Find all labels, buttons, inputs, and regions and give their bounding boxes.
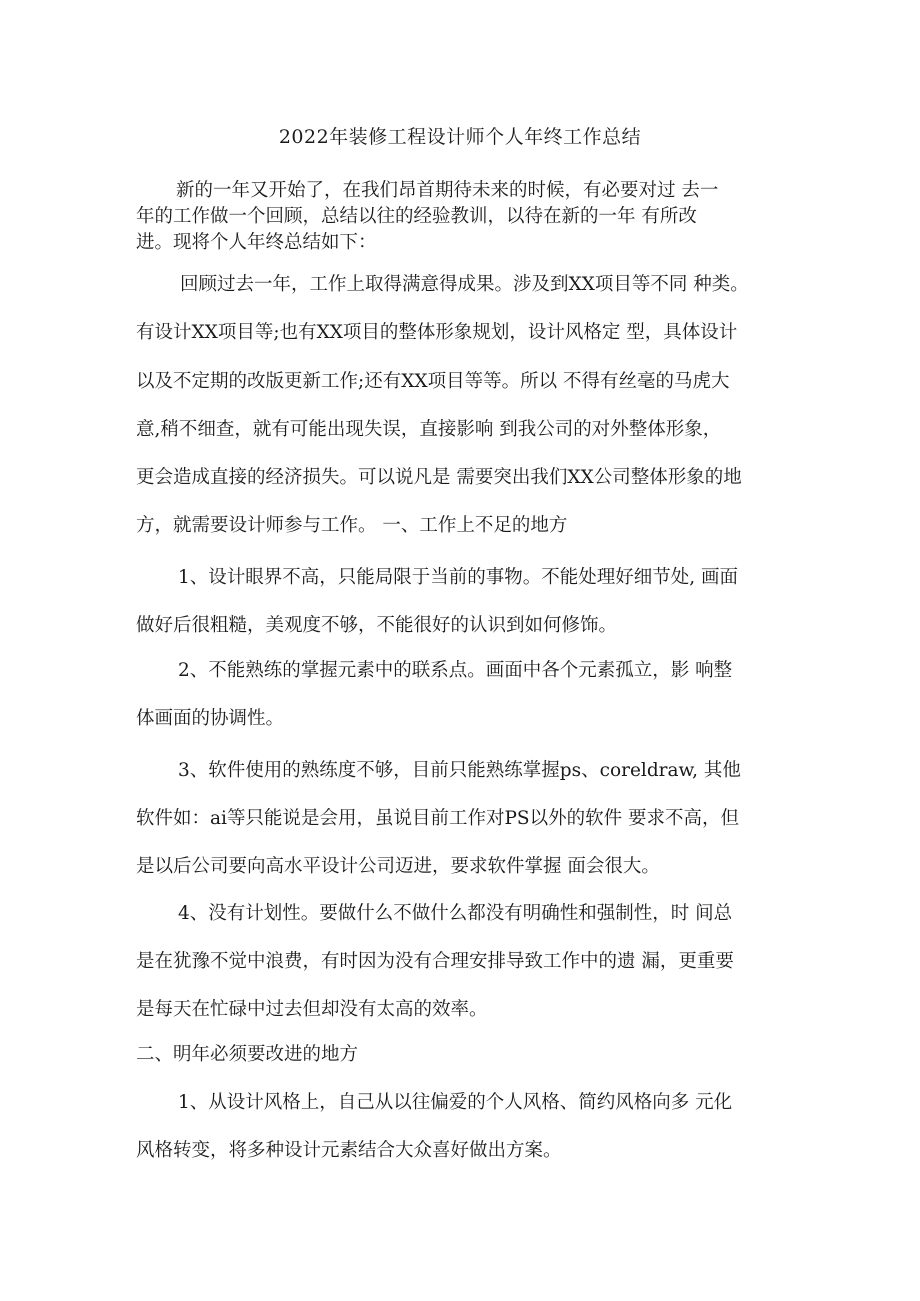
paragraph-line: 风格转变，将多种设计元素结合大众喜好做出方案。 — [136, 1140, 562, 1161]
paragraph-line: 3、软件使用的熟练度不够，目前只能熟练掌握ps、coreldraw, 其他 — [178, 760, 741, 781]
paragraph-line: 2、不能熟练的掌握元素中的联系点。画面中各个元素孤立，影 响整 — [178, 660, 733, 681]
paragraph-line: 有设计XX项目等;也有XX项目的整体形象规划，设计风格定 型，具体设计 — [136, 322, 738, 343]
paragraph-line: 回顾过去一年，工作上取得满意得成果。涉及到XX项目等不同 种类。 — [180, 274, 749, 295]
paragraph-line: 是在犹豫不觉中浪费，有时因为没有合理安排导致工作中的遗 漏，更重要 — [136, 951, 734, 972]
paragraph-line: 软件如：ai等只能说是会用，虽说目前工作对PS以外的软件 要求不高，但 — [136, 808, 739, 829]
paragraph-line: 是每天在忙碌中过去但却没有太高的效率。 — [136, 999, 488, 1020]
paragraph-line: 做好后很粗糙，美观度不够，不能很好的认识到如何修饰。 — [136, 615, 618, 636]
paragraph-line: 年的工作做一个回顾，总结以往的经验教训，以待在新的一年 有所改 — [136, 206, 697, 227]
paragraph-line: 以及不定期的改版更新工作;还有XX项目等等。所以 不得有丝毫的马虎大 — [136, 371, 730, 392]
paragraph-line: 方，就需要设计师参与工作。 一、工作上不足的地方 — [136, 515, 568, 536]
paragraph-line: 1、设计眼界不高，只能局限于当前的事物。不能处理好细节处, 画面 — [178, 567, 739, 588]
paragraph-line: 体画面的协调性。 — [136, 708, 285, 729]
document-title: 2022年装修工程设计师个人年终工作总结 — [278, 126, 642, 148]
paragraph-line: 更会造成直接的经济损失。可以说凡是 需要突出我们XX公司整体形象的地 — [136, 467, 742, 488]
paragraph-line: 是以后公司要向高水平设计公司迈进，要求软件掌握 面会很大。 — [136, 856, 660, 877]
paragraph-line: 1、从设计风格上，自己从以往偏爱的个人风格、简约风格向多 元化 — [178, 1092, 733, 1113]
paragraph-line: 新的一年又开始了，在我们昂首期待未来的时候，有必要对过 去一 — [176, 180, 719, 201]
paragraph-line: 4、没有计划性。要做什么不做什么都没有明确性和强制性，时 间总 — [178, 903, 733, 924]
section-heading: 二、明年必须要改进的地方 — [136, 1044, 359, 1065]
paragraph-line: 意,稍不细查，就有可能出现失误，直接影响 到我公司的对外整体形象， — [136, 419, 722, 440]
paragraph-line: 进。现将个人年终总结如下： — [136, 232, 377, 253]
